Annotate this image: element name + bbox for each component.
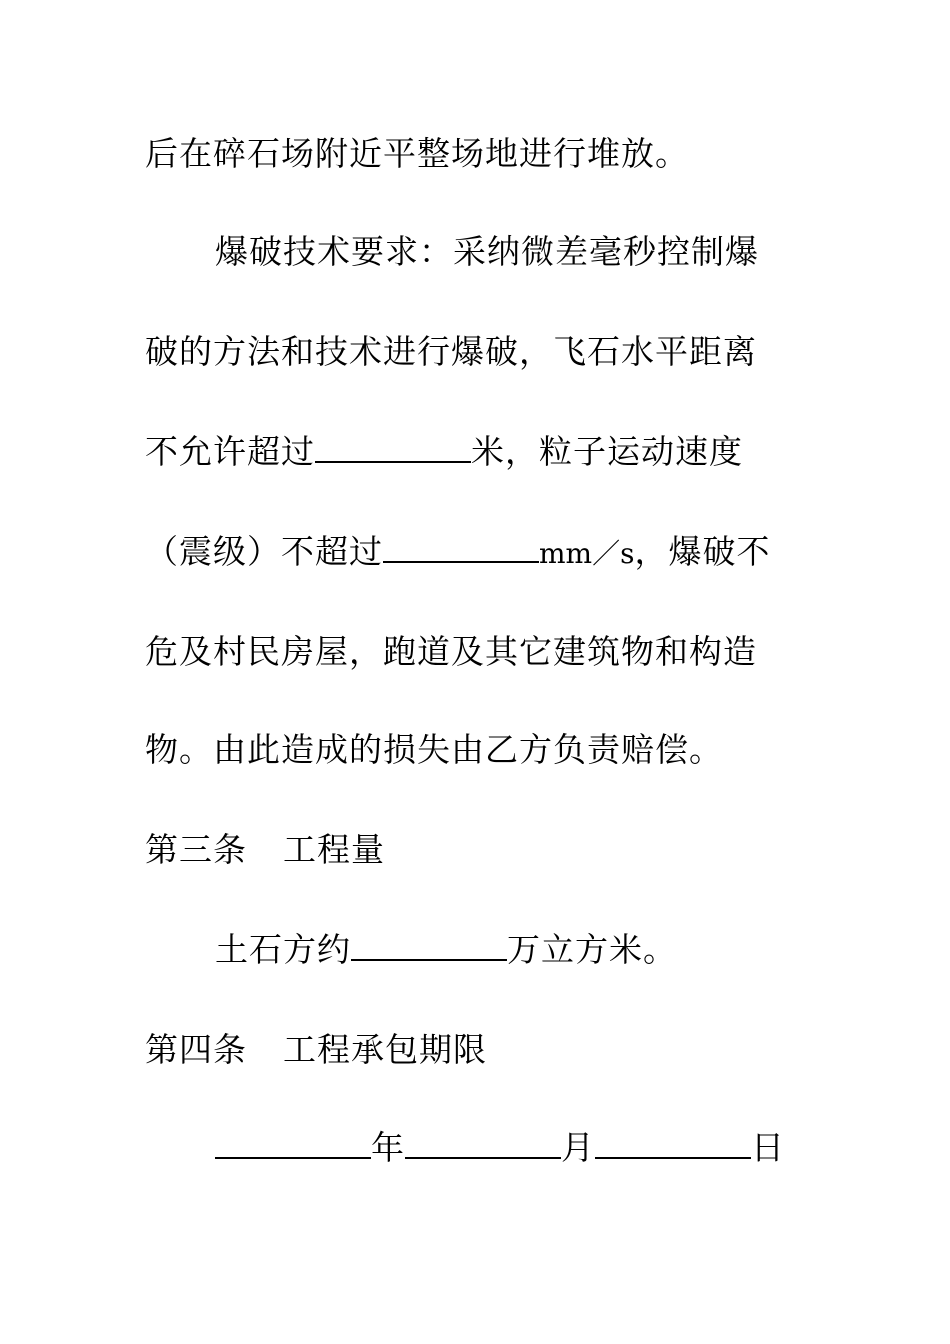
text: 危及村民房屋，跑道及其它建筑物和构造 xyxy=(145,632,757,671)
date-year-label: 年 xyxy=(371,1128,405,1167)
fill-in-blank-day[interactable] xyxy=(595,1131,751,1159)
article-title: 工程承包期限 xyxy=(283,1030,487,1069)
text: 土石方约 xyxy=(215,930,351,969)
paragraph-line xyxy=(145,632,757,672)
text: ，爆破不 xyxy=(634,532,771,571)
paragraph-line xyxy=(145,134,689,174)
article-number: 第四条 xyxy=(145,1030,247,1069)
text: （震级）不超过 xyxy=(145,532,383,571)
paragraph-line xyxy=(215,232,759,272)
fill-in-blank-year[interactable] xyxy=(215,1131,371,1159)
text: 爆破技术要求：采纳微差毫秒控制爆 xyxy=(215,232,759,271)
date-month-label: 月 xyxy=(561,1128,595,1167)
paragraph-line xyxy=(145,432,743,472)
text: 后在碎石场附近平整场地进行堆放。 xyxy=(145,134,689,173)
paragraph-line xyxy=(145,332,757,372)
fill-in-blank-earthwork-volume[interactable] xyxy=(351,933,507,961)
article-number: 第三条 xyxy=(145,830,247,869)
article-heading-4 xyxy=(145,1030,487,1070)
text: 米，粒子运动速度 xyxy=(471,432,743,471)
fill-in-blank-month[interactable] xyxy=(405,1131,561,1159)
date-day-label: 日 xyxy=(751,1128,785,1167)
text: 不允许超过 xyxy=(145,432,315,471)
text: 物。由此造成的损失由乙方负责赔偿。 xyxy=(145,730,723,769)
fill-in-blank-flyrock-distance[interactable] xyxy=(315,435,471,463)
unit-label: mm／s xyxy=(539,537,635,570)
article-heading-3 xyxy=(145,830,385,870)
article-title: 工程量 xyxy=(283,830,385,869)
text: 破的方法和技术进行爆破，飞石水平距离 xyxy=(145,332,757,371)
text: 万立方米。 xyxy=(507,930,677,969)
paragraph-line xyxy=(145,730,723,770)
date-line xyxy=(215,1128,785,1168)
paragraph-line xyxy=(145,532,770,574)
paragraph-line xyxy=(215,930,677,970)
fill-in-blank-vibration-speed[interactable] xyxy=(383,535,539,563)
